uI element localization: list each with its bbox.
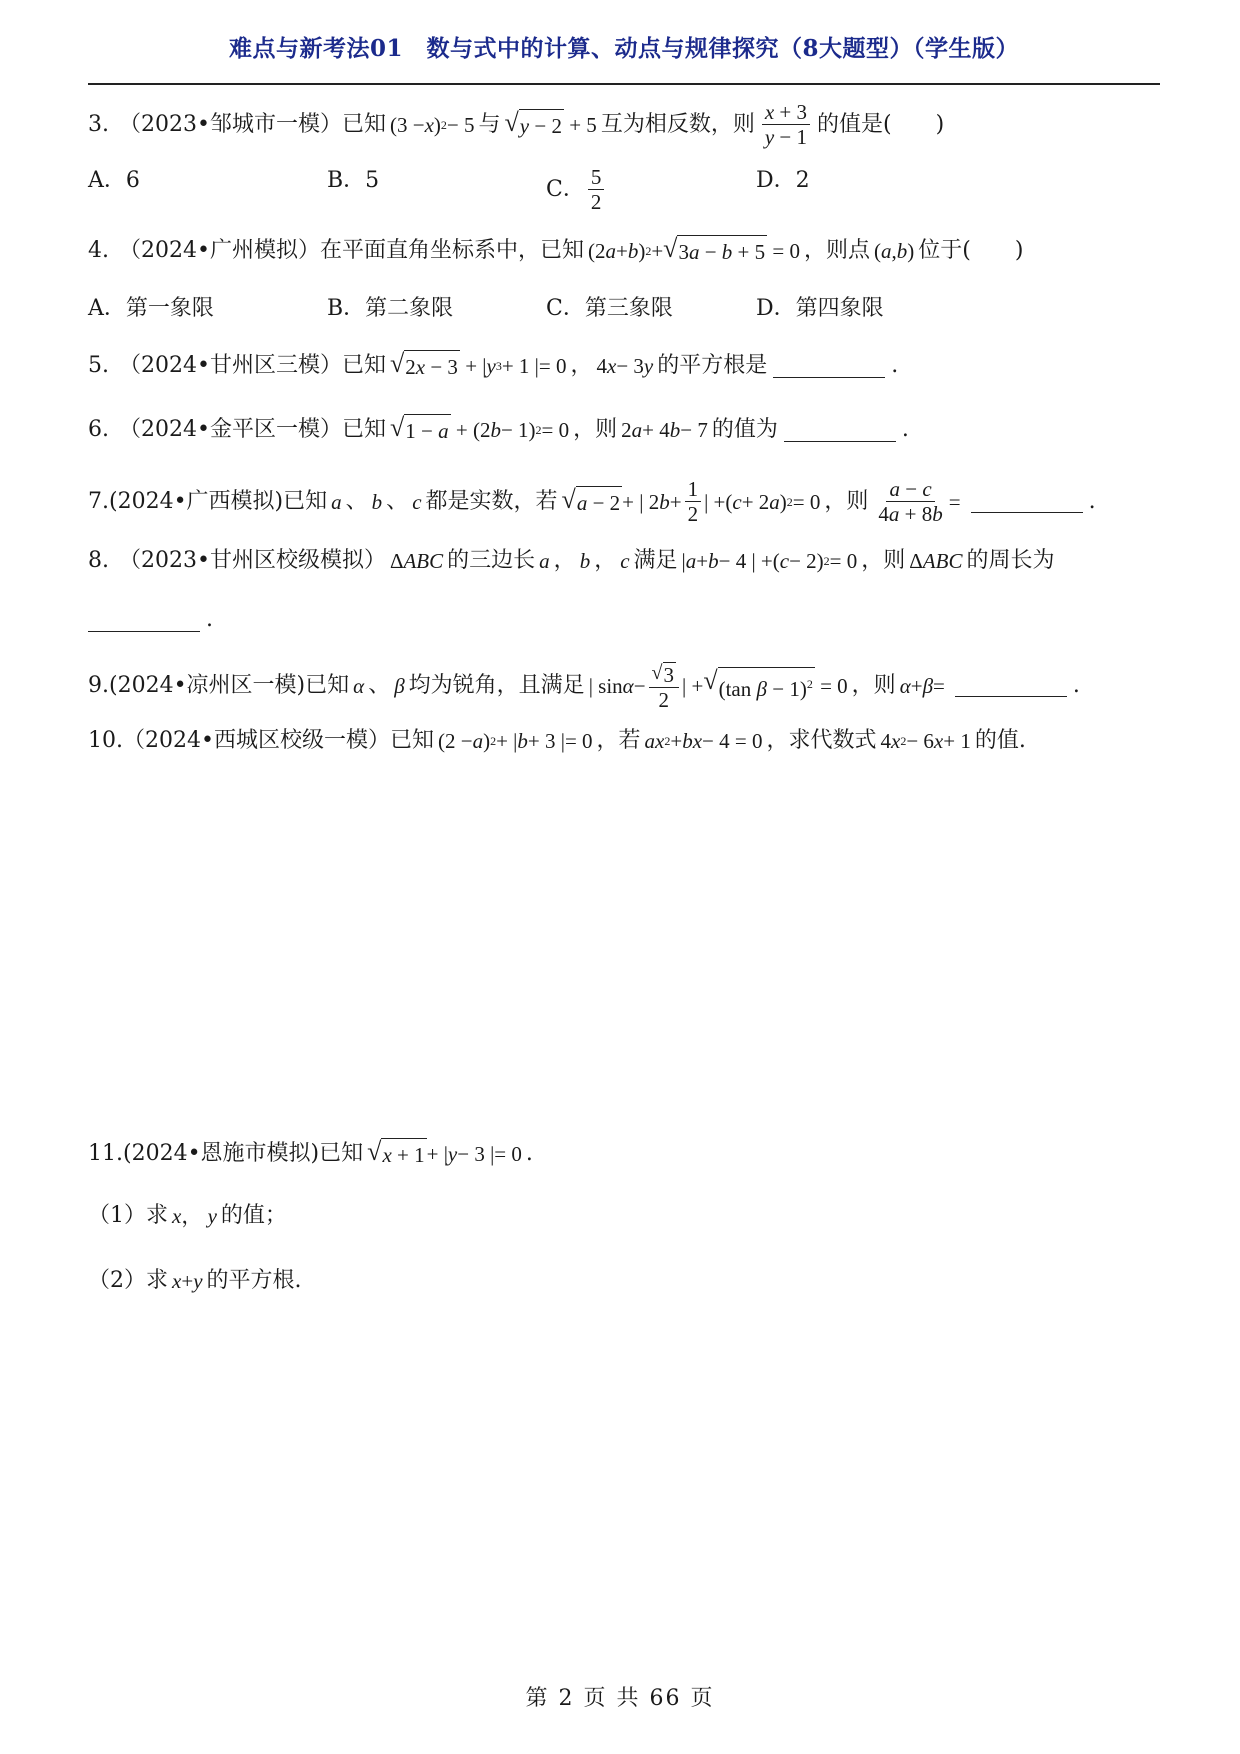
question-text: 满足	[633, 548, 678, 573]
math-expression: x ， y	[172, 1204, 217, 1228]
question-source: （2024•金平区一模）	[119, 417, 342, 442]
question-number: 9.	[88, 672, 109, 698]
question-text: 已知	[319, 1141, 364, 1166]
question-text: 均为锐角，且满足	[408, 672, 585, 698]
question-text: ，则	[851, 672, 896, 698]
option-d: D．第四象限	[756, 296, 884, 321]
part-text: 的值；	[220, 1203, 287, 1228]
question-end: .	[206, 607, 213, 632]
question-source: (2024•凉州区一模)	[109, 672, 306, 698]
math-variable: a	[331, 489, 342, 514]
fraction-denominator: 2	[590, 190, 602, 215]
question-8-answer-line	[88, 605, 1168, 635]
question-text: 互为相反数，则	[600, 111, 755, 137]
separator: 、	[386, 488, 409, 514]
math-expression: √ a − 2 + | 2 b + $\frac{1}{2}$ | +( c + 2 a ) 2 = 0	[561, 477, 821, 527]
question-11-part-1	[88, 1201, 1168, 1231]
math-expression: ax 2 + bx − 4 = 0	[644, 729, 763, 753]
question-end: .	[901, 417, 909, 442]
question-text: )	[1014, 238, 1024, 263]
math-variable: c	[412, 489, 422, 514]
math-expression: | a + b − 4 | +( c − 2) 2 = 0	[681, 549, 858, 573]
answer-blank	[88, 609, 200, 632]
question-6	[88, 414, 1168, 446]
math-variable: b	[579, 549, 591, 573]
question-source: （2024•西城区校级一模）	[123, 728, 390, 753]
question-end: .	[1088, 488, 1096, 514]
question-number: 10.	[88, 728, 123, 753]
math-variable: b	[371, 489, 383, 514]
question-source: （2024•甘州区三模）	[119, 353, 342, 378]
math-expression: | sin α − √ 3 2 | + √ (tan β − 1)$^2$ = 0	[588, 662, 848, 713]
question-text: 的平方根是	[657, 353, 768, 378]
question-3	[88, 101, 1168, 148]
math-fraction: $\frac{x + 3}{y - 1}$	[759, 101, 813, 148]
separator: ，	[594, 548, 617, 573]
option-c	[546, 166, 607, 213]
question-text: 在平面直角坐标系中，已知	[319, 238, 584, 263]
math-expression: (2 a + b ) 2 + √ 3a − b + 5 = 0	[588, 235, 800, 267]
question-text: 已知	[283, 488, 328, 514]
math-expression: √ y − 2 + 5	[505, 109, 597, 141]
math-variable: a	[539, 549, 550, 573]
math-expression: 2 a + 4 b − 7	[621, 418, 708, 442]
question-text: 已知	[389, 728, 434, 753]
math-expression: (3 − x ) 2 − 5	[389, 112, 475, 137]
part-label: （2）	[88, 1268, 146, 1293]
question-number: 4.	[88, 238, 109, 263]
math-variable: β	[394, 673, 405, 698]
question-text: ，则	[824, 488, 869, 514]
math-expression: √ 1 − a + (2 b − 1) 2 = 0	[390, 414, 569, 446]
option-c: C．第三象限	[546, 296, 673, 321]
question-text: ，则	[573, 417, 618, 442]
math-expression: Δ ABC	[389, 549, 444, 573]
option-d: D．2	[756, 168, 810, 193]
question-text: 与	[478, 111, 501, 137]
option-label: C．	[546, 176, 585, 202]
question-source: (2024•广西模拟)	[109, 488, 284, 514]
option-b: B．第二象限	[327, 296, 454, 321]
part-text: 求	[146, 1268, 169, 1293]
question-7	[88, 478, 1168, 525]
question-text: 的周长为	[966, 548, 1055, 573]
question-8	[88, 546, 1168, 576]
math-expression: 4 x 2 − 6 x + 1	[880, 729, 971, 753]
part-text: 求	[146, 1203, 169, 1228]
answer-blank	[784, 419, 896, 442]
separator: ，	[553, 548, 576, 573]
question-end: .	[525, 1141, 533, 1166]
question-9	[88, 660, 1168, 711]
math-variable: α	[353, 673, 365, 698]
question-text: 位于(	[918, 238, 971, 263]
question-number: 5.	[88, 353, 109, 378]
math-expression: √ x + 1 + | y − 3 |= 0	[367, 1138, 522, 1170]
option-a: A．第一象限	[88, 296, 214, 321]
separator: 、	[345, 488, 368, 514]
question-5	[88, 350, 1168, 382]
option-fraction	[588, 166, 605, 213]
math-variable: c	[620, 549, 630, 573]
question-text: 的值是(	[817, 111, 892, 137]
answer-blank	[971, 490, 1083, 513]
question-text: ，则点	[803, 238, 870, 263]
page-footer: 第 2 页 共 66 页	[525, 1686, 715, 1711]
part-text: 的平方根.	[206, 1268, 302, 1293]
question-text: ，	[570, 353, 593, 378]
math-expression: 4 x − 3 y	[596, 354, 654, 378]
answer-blank	[773, 355, 885, 378]
question-10	[88, 726, 1168, 756]
question-number: 11.	[88, 1141, 123, 1166]
question-source: （2023•甘州区校级模拟）	[119, 548, 386, 573]
question-text: ，则	[861, 548, 906, 573]
separator: 、	[368, 672, 391, 698]
question-text: 已知	[341, 111, 386, 137]
question-text: ，求代数式	[766, 728, 877, 753]
question-source: （2023•邹城市一模）	[119, 111, 342, 137]
question-text: 都是实数，若	[425, 488, 558, 514]
question-text: 的值.	[974, 728, 1026, 753]
question-end: .	[1072, 672, 1080, 698]
math-expression: α + β =	[899, 673, 945, 698]
header-rule	[88, 83, 1160, 85]
question-text: 已知	[341, 353, 386, 378]
question-11	[88, 1138, 1168, 1170]
question-4	[88, 235, 1168, 267]
question-text: ，若	[596, 728, 641, 753]
question-number: 3.	[88, 111, 109, 137]
math-expression: ( a , b )	[874, 239, 915, 263]
question-text: 已知	[341, 417, 386, 442]
question-11-part-2	[88, 1266, 1168, 1296]
math-expression: (2 − a ) 2 + | b + 3 |= 0	[437, 729, 593, 753]
fraction-numerator: 5	[588, 166, 605, 190]
question-number: 6.	[88, 417, 109, 442]
question-number: 7.	[88, 488, 109, 514]
answer-blank	[955, 674, 1067, 697]
question-text: )	[935, 111, 945, 137]
question-text: 已知	[305, 672, 350, 698]
math-expression: √ 2x − 3 + | y 3 + 1 |= 0	[390, 350, 566, 382]
question-text: 的值为	[711, 417, 778, 442]
question-source: （2024•广州模拟）	[119, 238, 320, 263]
question-end: .	[891, 353, 899, 378]
math-expression: x + y	[172, 1269, 203, 1293]
part-label: （1）	[88, 1203, 146, 1228]
question-number: 8.	[88, 548, 109, 573]
option-a: A．6	[88, 168, 140, 193]
math-fraction: $\frac{a - c}{4a + 8b}$ =	[878, 477, 961, 527]
math-expression: Δ ABC	[909, 549, 963, 573]
page-header-title: 难点与新考法01 数与式中的计算、动点与规律探究（8大题型）（学生版）	[228, 35, 1019, 62]
option-b: B．5	[327, 168, 380, 193]
question-source: (2024•恩施市模拟)	[123, 1141, 320, 1166]
question-text: 的三边长	[447, 548, 536, 573]
